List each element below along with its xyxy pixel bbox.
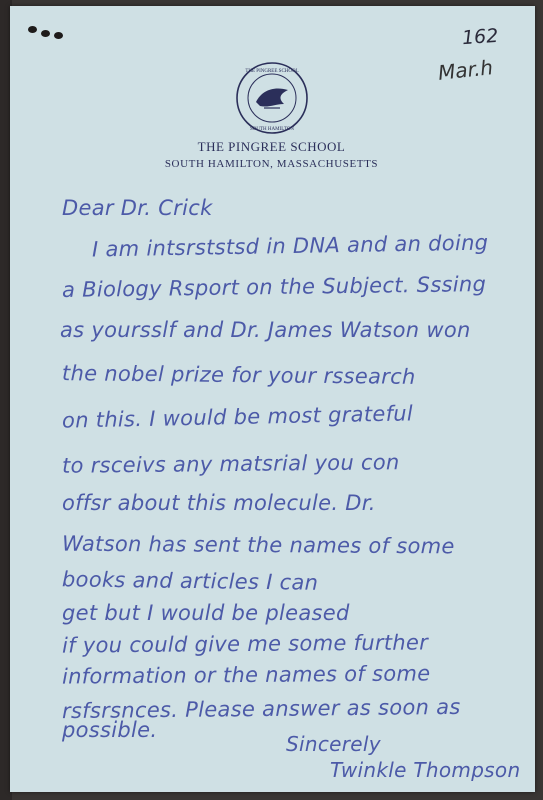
letter-line: offsr about this molecule. Dr. xyxy=(62,491,376,515)
salutation: Dear Dr. Crick xyxy=(62,196,213,220)
letter-line: Watson has sent the names of some xyxy=(61,531,455,559)
school-location: SOUTH HAMILTON, MASSACHUSETTS xyxy=(164,158,379,170)
letter-line: I am intsrststsd in DNA and an doing xyxy=(91,230,489,262)
letter-line: books and articles I can xyxy=(61,567,319,595)
folio-number: 162 xyxy=(461,24,499,50)
closing: Sincerely xyxy=(286,732,381,756)
letter-line: information or the names of some xyxy=(61,661,431,689)
school-name: THE PINGREE SCHOOL xyxy=(197,139,346,154)
svg-text:SOUTH HAMILTON: SOUTH HAMILTON xyxy=(249,127,295,132)
letter-line: on this. I would be most grateful xyxy=(61,401,414,433)
school-seal xyxy=(234,60,310,136)
letter-line: rsfsrsnces. Please answer as soon as xyxy=(61,694,461,724)
corner-annotation: Mar.h xyxy=(436,55,495,85)
svg-text:THE PINGREE SCHOOL: THE PINGREE SCHOOL xyxy=(245,69,299,74)
signature: Twinkle Thompson xyxy=(330,758,521,782)
letter-line: the nobel prize for your rssearch xyxy=(61,361,416,389)
letter-line: get but I would be pleased xyxy=(62,601,350,625)
letter-line: to rsceivs any matsrial you con xyxy=(61,450,400,478)
letter-line: if you could give me some further xyxy=(61,630,429,658)
letter-line: as yoursslf and Dr. James Watson won xyxy=(60,318,471,342)
letter-line: a Biology Rsport on the Subject. Sssing xyxy=(61,272,487,302)
letter-line: possible. xyxy=(62,718,158,742)
